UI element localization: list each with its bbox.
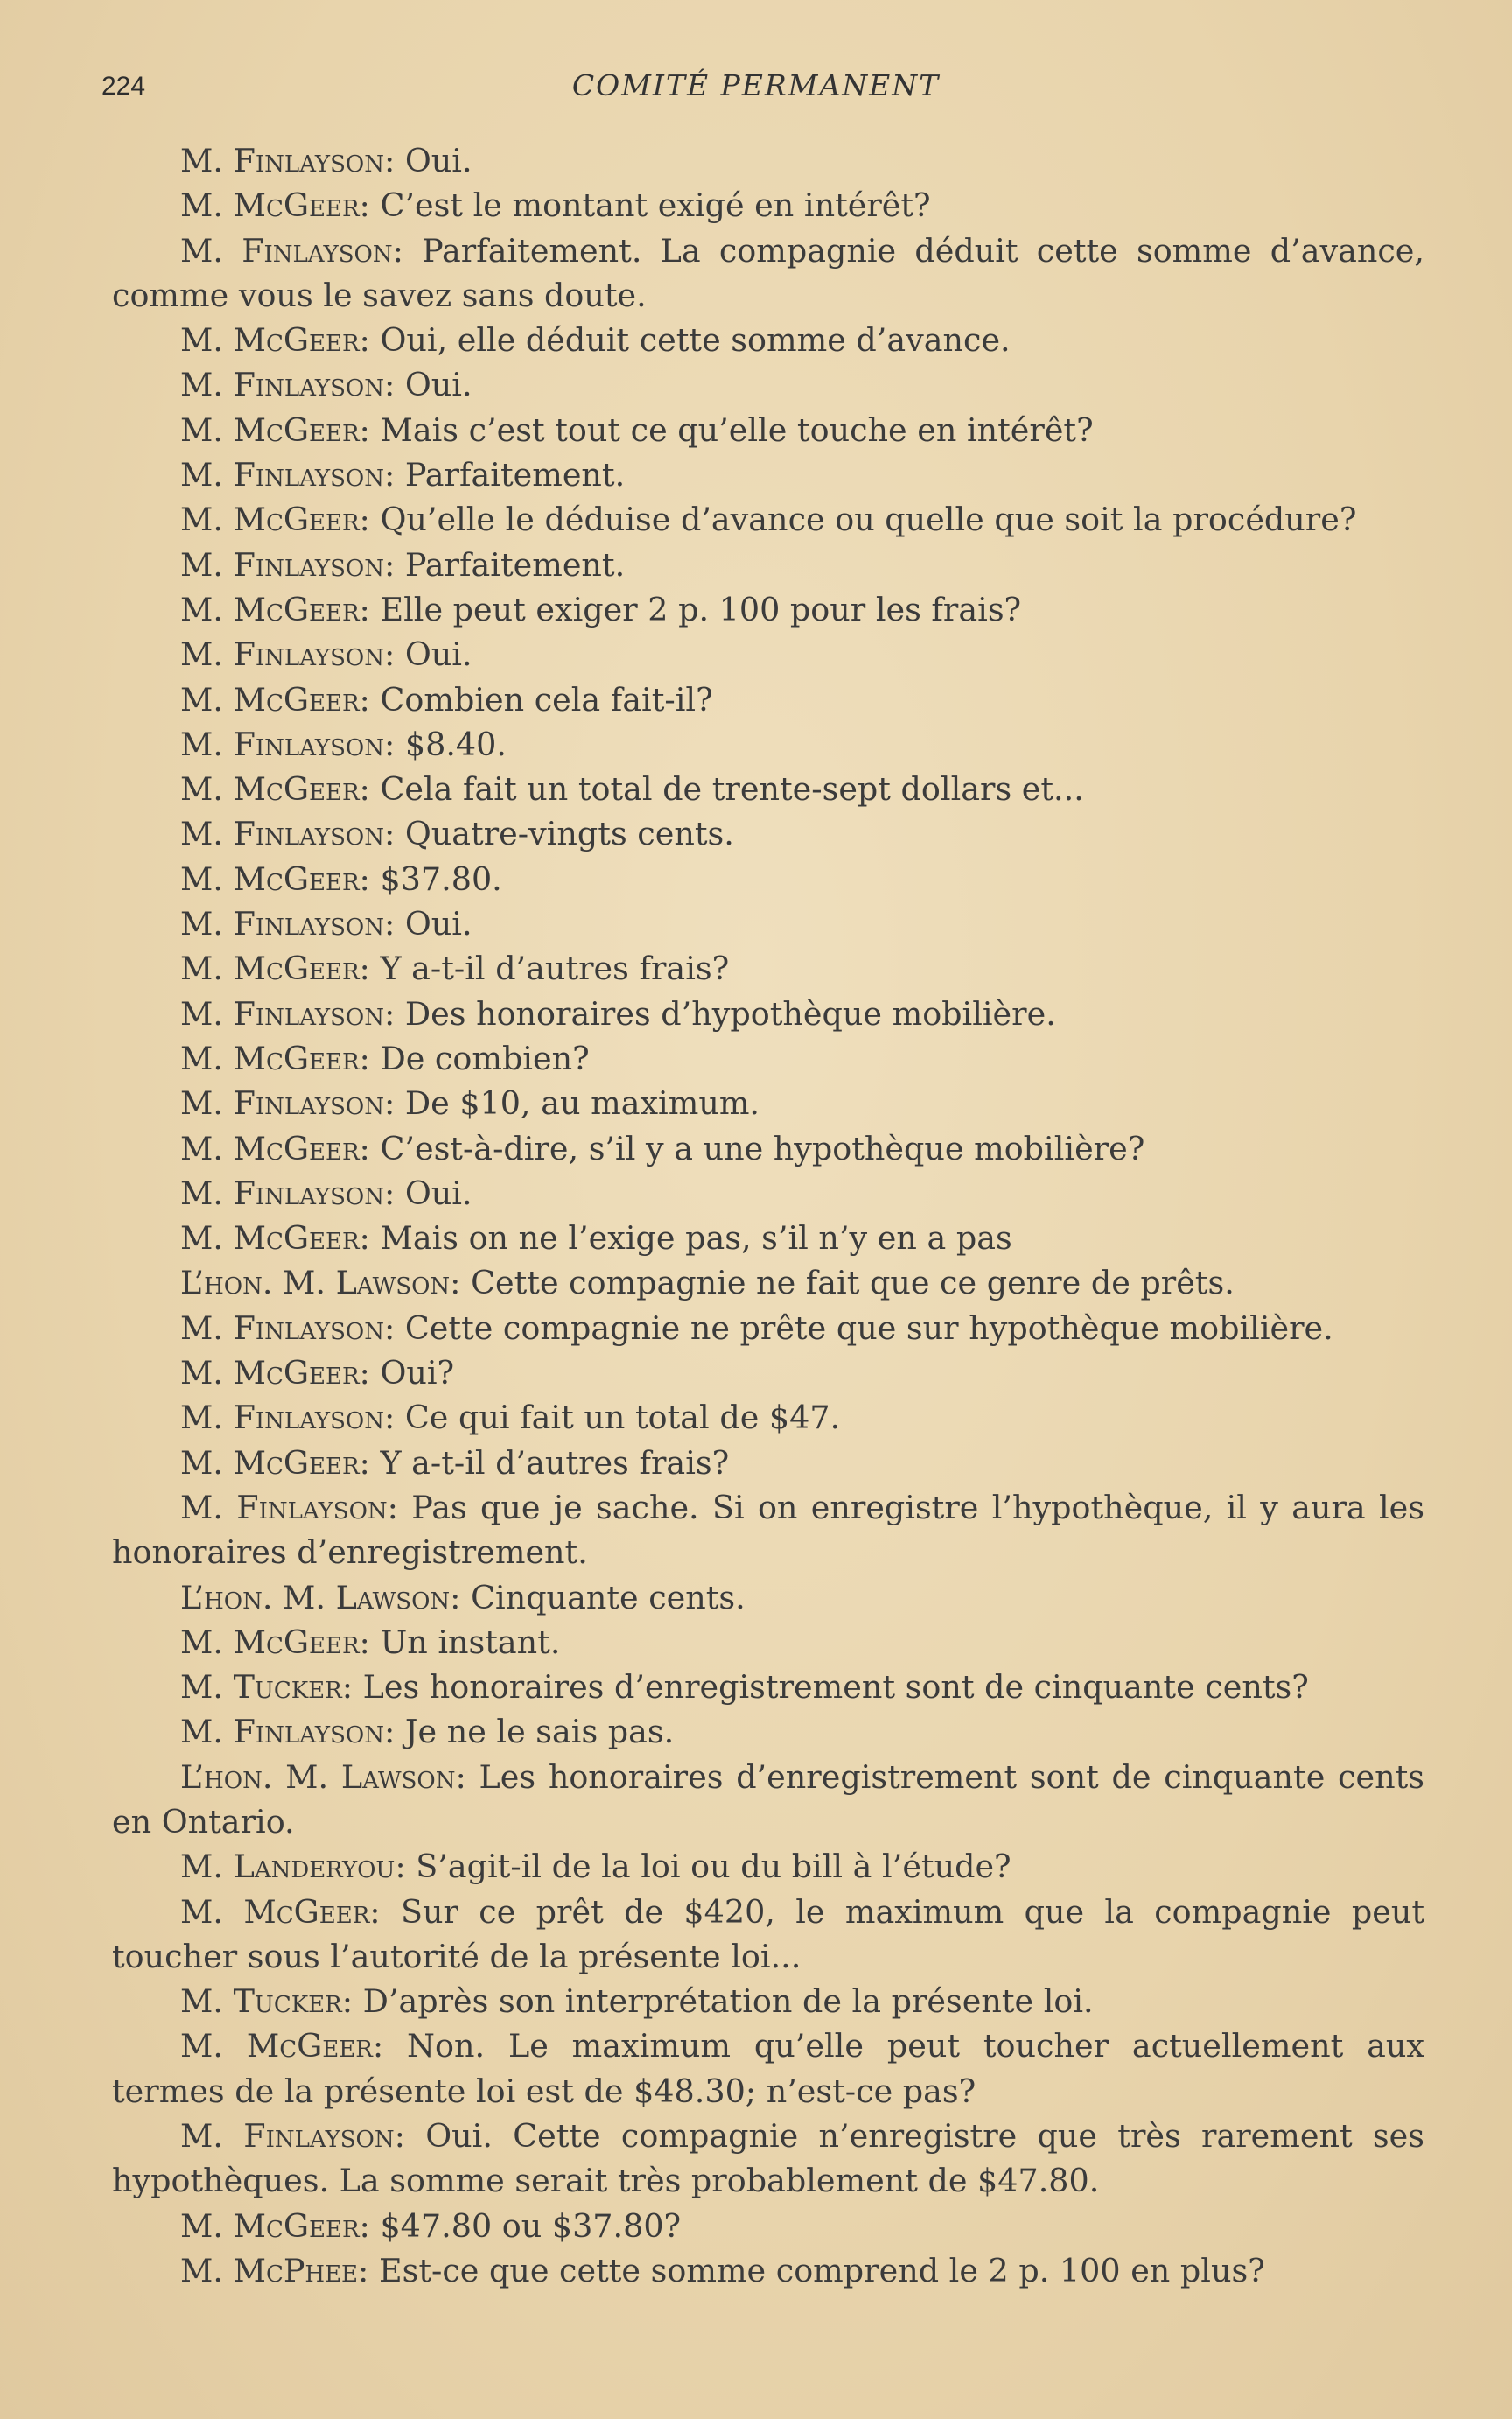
speaker-name: M. Finlayson: xyxy=(180,905,396,943)
transcript-paragraph xyxy=(112,1709,1424,1754)
transcript-paragraph xyxy=(112,1844,1424,1889)
speech-text: Mais on ne l’exige pas, s’il n’y en a pas xyxy=(369,1219,1012,1258)
speech-text: Y a-t-il d’autres frais? xyxy=(369,950,730,988)
speech-text: Qu’elle le déduise d’avance ou quelle que soit la procédure? xyxy=(369,501,1357,539)
speech-text: De $10, au maximum. xyxy=(395,1084,760,1123)
speech-text: Combien cela fait-il? xyxy=(369,680,713,719)
transcript-paragraph xyxy=(112,362,1424,407)
transcript-paragraph xyxy=(112,1575,1424,1620)
running-title: COMITÉ PERMANENT xyxy=(571,68,941,102)
transcript-paragraph xyxy=(112,2204,1424,2248)
transcript-paragraph xyxy=(112,1979,1424,2023)
speech-text: Oui, elle déduit cette somme d’avance. xyxy=(369,321,1011,360)
speech-text: Parfaitement. La compagnie déduit cette somme d’avance, comme vous le savez sans doute. xyxy=(112,231,1424,314)
speaker-name: M. McGeer: xyxy=(180,501,370,539)
speaker-name: M. McGeer: xyxy=(180,1129,370,1167)
speaker-name: M. McPhee: xyxy=(180,2251,369,2289)
speaker-name: M. McGeer: xyxy=(180,1443,370,1482)
transcript-paragraph xyxy=(112,632,1424,677)
transcript-paragraph xyxy=(112,722,1424,767)
speech-text: Sur ce prêt de $420, le maximum que la compagnie peut toucher sous l’autorité de la présente loi... xyxy=(112,1892,1424,1975)
speaker-name: M. McGeer: xyxy=(180,321,370,360)
speaker-name: M. McGeer: xyxy=(180,950,370,988)
transcript-paragraph xyxy=(112,452,1424,497)
speaker-name: M. McGeer: xyxy=(180,1892,381,1931)
speaker-name: L’hon. M. Lawson: xyxy=(180,1264,461,1302)
speaker-name: M. Finlayson: xyxy=(180,545,396,584)
speaker-name: M. Finlayson: xyxy=(180,1084,396,1123)
transcript-paragraph xyxy=(112,1441,1424,1485)
speech-text: Cinquante cents. xyxy=(460,1578,746,1616)
transcript-paragraph xyxy=(112,1350,1424,1395)
speaker-name: M. Finlayson: xyxy=(180,635,396,674)
transcript-paragraph xyxy=(112,587,1424,632)
transcript-body xyxy=(112,138,1424,2293)
page-header xyxy=(0,68,1512,112)
speaker-name: M. Finlayson: xyxy=(180,2117,405,2156)
transcript-paragraph xyxy=(112,1620,1424,1665)
transcript-paragraph xyxy=(112,318,1424,362)
speaker-name: M. Landeryou: xyxy=(180,1848,406,1886)
speaker-name: M. Finlayson: xyxy=(180,231,403,270)
speech-text: Un instant. xyxy=(369,1623,561,1661)
speech-text: Oui? xyxy=(369,1354,455,1392)
speech-text: Oui. xyxy=(395,635,472,674)
speech-text: Elle peut exiger 2 p. 100 pour les frais? xyxy=(369,590,1022,628)
speech-text: $37.80. xyxy=(369,859,502,898)
speech-text: Y a-t-il d’autres frais? xyxy=(369,1443,730,1482)
transcript-paragraph xyxy=(112,677,1424,722)
speaker-name: M. McGeer: xyxy=(180,2206,370,2245)
transcript-paragraph xyxy=(112,1126,1424,1171)
speech-text: Oui. xyxy=(395,142,472,179)
speaker-name: M. Finlayson: xyxy=(180,1713,396,1751)
speaker-name: M. Finlayson: xyxy=(180,815,396,853)
speech-text: C’est-à-dire, s’il y a une hypothèque mobilière? xyxy=(369,1129,1145,1167)
transcript-paragraph xyxy=(112,1216,1424,1260)
speech-text: Parfaitement. xyxy=(395,545,626,584)
speaker-name: M. Finlayson: xyxy=(180,1399,396,1437)
transcript-paragraph xyxy=(112,228,1424,319)
transcript-paragraph xyxy=(112,1306,1424,1350)
speech-text: Parfaitement. xyxy=(395,456,626,494)
speech-text: C’est le montant exigé en intérêt? xyxy=(369,186,931,225)
speaker-name: M. Finlayson: xyxy=(180,142,396,179)
transcript-paragraph xyxy=(112,183,1424,228)
speech-text: Oui. xyxy=(395,366,472,404)
transcript-paragraph xyxy=(112,946,1424,991)
speech-text: Quatre-vingts cents. xyxy=(395,815,734,853)
speaker-name: M. McGeer: xyxy=(180,1219,370,1258)
speech-text: S’agit-il de la loi ou du bill à l’étude? xyxy=(405,1848,1012,1886)
speaker-name: M. Finlayson: xyxy=(180,456,396,494)
transcript-paragraph xyxy=(112,543,1424,587)
speech-text: Oui. Cette compagnie n’enregistre que très rarement ses hypothèques. La somme serait très probablement de $47.80. xyxy=(112,2117,1424,2200)
transcript-paragraph xyxy=(112,1260,1424,1305)
speech-text: $8.40. xyxy=(395,725,507,763)
page-number: 224 xyxy=(102,72,146,101)
speaker-name: M. McGeer: xyxy=(180,1354,370,1392)
speaker-name: M. McGeer: xyxy=(180,2027,384,2065)
speaker-name: M. Finlayson: xyxy=(180,366,396,404)
transcript-paragraph xyxy=(112,2114,1424,2204)
transcript-paragraph xyxy=(112,1665,1424,1709)
transcript-paragraph xyxy=(112,1036,1424,1081)
speaker-name: M. McGeer: xyxy=(180,1623,370,1661)
transcript-paragraph xyxy=(112,1395,1424,1440)
transcript-paragraph xyxy=(112,1171,1424,1216)
speech-text: Cette compagnie ne prête que sur hypothèque mobilière. xyxy=(395,1308,1334,1347)
speech-text: Est-ce que cette somme comprend le 2 p. 100 en plus? xyxy=(368,2251,1265,2289)
speaker-name: M. Finlayson: xyxy=(180,1308,396,1347)
speaker-name: M. McGeer: xyxy=(180,410,370,449)
transcript-paragraph xyxy=(112,857,1424,901)
speech-text: Oui. xyxy=(395,1174,472,1212)
speech-text: D’après son interprétation de la présente loi. xyxy=(353,1982,1094,2021)
transcript-paragraph xyxy=(112,1890,1424,1980)
speaker-name: L’hon. M. Lawson: xyxy=(180,1578,461,1616)
speech-text: Cela fait un total de trente-sept dollars et... xyxy=(369,770,1084,809)
transcript-paragraph xyxy=(112,1755,1424,1845)
speaker-name: M. McGeer: xyxy=(180,1039,370,1077)
speech-text: Des honoraires d’hypothèque mobilière. xyxy=(395,994,1056,1033)
speech-text: Cette compagnie ne fait que ce genre de prêts. xyxy=(460,1264,1235,1302)
speaker-name: L’hon. M. Lawson: xyxy=(180,1757,466,1796)
speech-text: Pas que je sache. Si on enregistre l’hypothèque, il y aura les honoraires d’enregistrement. xyxy=(112,1488,1424,1572)
speech-text: $47.80 ou $37.80? xyxy=(369,2206,682,2245)
speaker-name: M. Finlayson: xyxy=(180,1488,398,1526)
speaker-name: M. McGeer: xyxy=(180,590,370,628)
transcript-paragraph xyxy=(112,767,1424,811)
speaker-name: M. McGeer: xyxy=(180,770,370,809)
transcript-paragraph xyxy=(112,408,1424,452)
speech-text: Je ne le sais pas. xyxy=(395,1713,675,1751)
speech-text: Ce qui fait un total de $47. xyxy=(395,1399,841,1437)
speaker-name: M. McGeer: xyxy=(180,680,370,719)
speaker-name: M. Finlayson: xyxy=(180,994,396,1033)
speech-text: Les honoraires d’enregistrement sont de cinquante cents en Ontario. xyxy=(112,1757,1424,1841)
speech-text: Oui. xyxy=(395,905,472,943)
transcript-paragraph xyxy=(112,1081,1424,1125)
speech-text: De combien? xyxy=(369,1039,590,1077)
transcript-paragraph xyxy=(112,2023,1424,2114)
speech-text: Non. Le maximum qu’elle peut toucher actuellement aux termes de la présente loi est de $48.30; n’est-ce pas? xyxy=(112,2027,1424,2110)
transcript-paragraph xyxy=(112,901,1424,946)
speaker-name: M. Tucker: xyxy=(180,1668,354,1707)
speaker-name: M. McGeer: xyxy=(180,186,370,225)
speaker-name: M. Finlayson: xyxy=(180,1174,396,1212)
speech-text: Les honoraires d’enregistrement sont de cinquante cents? xyxy=(353,1668,1309,1707)
transcript-paragraph xyxy=(112,497,1424,542)
speech-text: Mais c’est tout ce qu’elle touche en intérêt? xyxy=(369,410,1094,449)
transcript-paragraph xyxy=(112,1485,1424,1575)
transcript-paragraph xyxy=(112,992,1424,1036)
speaker-name: M. Finlayson: xyxy=(180,725,396,763)
speaker-name: M. Tucker: xyxy=(180,1982,354,2021)
transcript-paragraph xyxy=(112,138,1424,183)
transcript-paragraph xyxy=(112,811,1424,856)
transcript-paragraph xyxy=(112,2248,1424,2293)
speaker-name: M. McGeer: xyxy=(180,859,370,898)
